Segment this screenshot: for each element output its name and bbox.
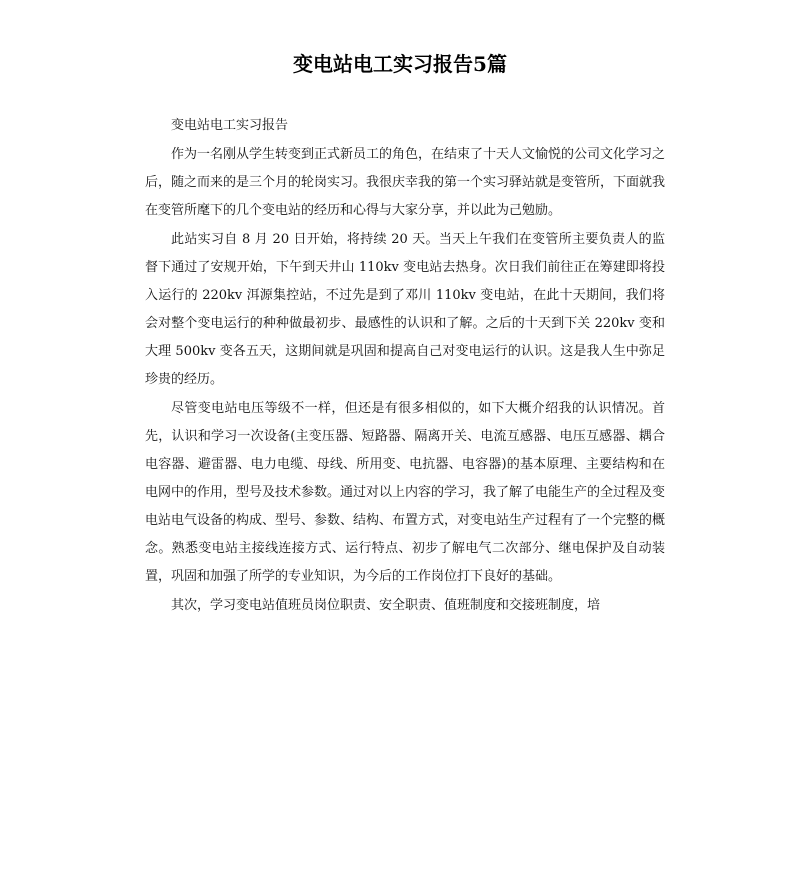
paragraph-1: 作为一名刚从学生转变到正式新员工的角色，在结束了十天人文愉悦的公司文化学习之后，随之而来的是三个月的轮岗实习。我很庆幸我的第一个实习驿站就是变管所，下面就我在变管所麾下的几个变电站的经历和心得与大家分享，并以此为己勉励。: [145, 147, 666, 218]
document-subtitle: 变电站电工实习报告: [171, 118, 289, 133]
paragraph-3: 尽管变电站电压等级不一样，但还是有很多相似的，如下大概介绍我的认识情况。首先，认识和学习一次设备(主变压器、短路器、隔离开关、电流互感器、电压互感器、耦合电容器、避雷器、电力电缆、母线、所用变、电抗器、电容器)的基本原理、主要结构和在电网中的作用，型号及技术参数。通过对以上内容的学习，我了解了电能生产的全过程及变电站电气设备的构成、型号、参数、结构、布置方式，对变电站生产过程有了一个完整的概念。熟悉变电站主接线连接方式、运行特点、初步了解电气二次部分、继电保护及自动装置，巩固和加强了所学的专业知识，为今后的工作岗位打下良好的基础。: [145, 401, 666, 584]
document-title: 变电站电工实习报告5篇: [293, 52, 507, 76]
document-body: [145, 112, 665, 620]
paragraph-4: 其次，学习变电站值班员岗位职责、安全职责、值班制度和交接班制度，培: [171, 598, 601, 613]
paragraph-2: 此站实习自 8 月 20 日开始，将持续 20 天。当天上午我们在变管所主要负责人的监督下通过了安规开始，下午到天井山 110kv 变电站去热身。次日我们前往正在筹建即将投入运行的 220kv 洱源集控站，不过先是到了邓川 110kv 变电站，在此十天期间，我们将会对整个变电运行的种种做最初步、最感性的认识和了解。之后的十天到下关 220kv 变和大理 500kv 变各五天，这期间就是巩固和提高自己对变电运行的认识。这是我人生中弥足珍贵的经历。: [145, 232, 665, 387]
